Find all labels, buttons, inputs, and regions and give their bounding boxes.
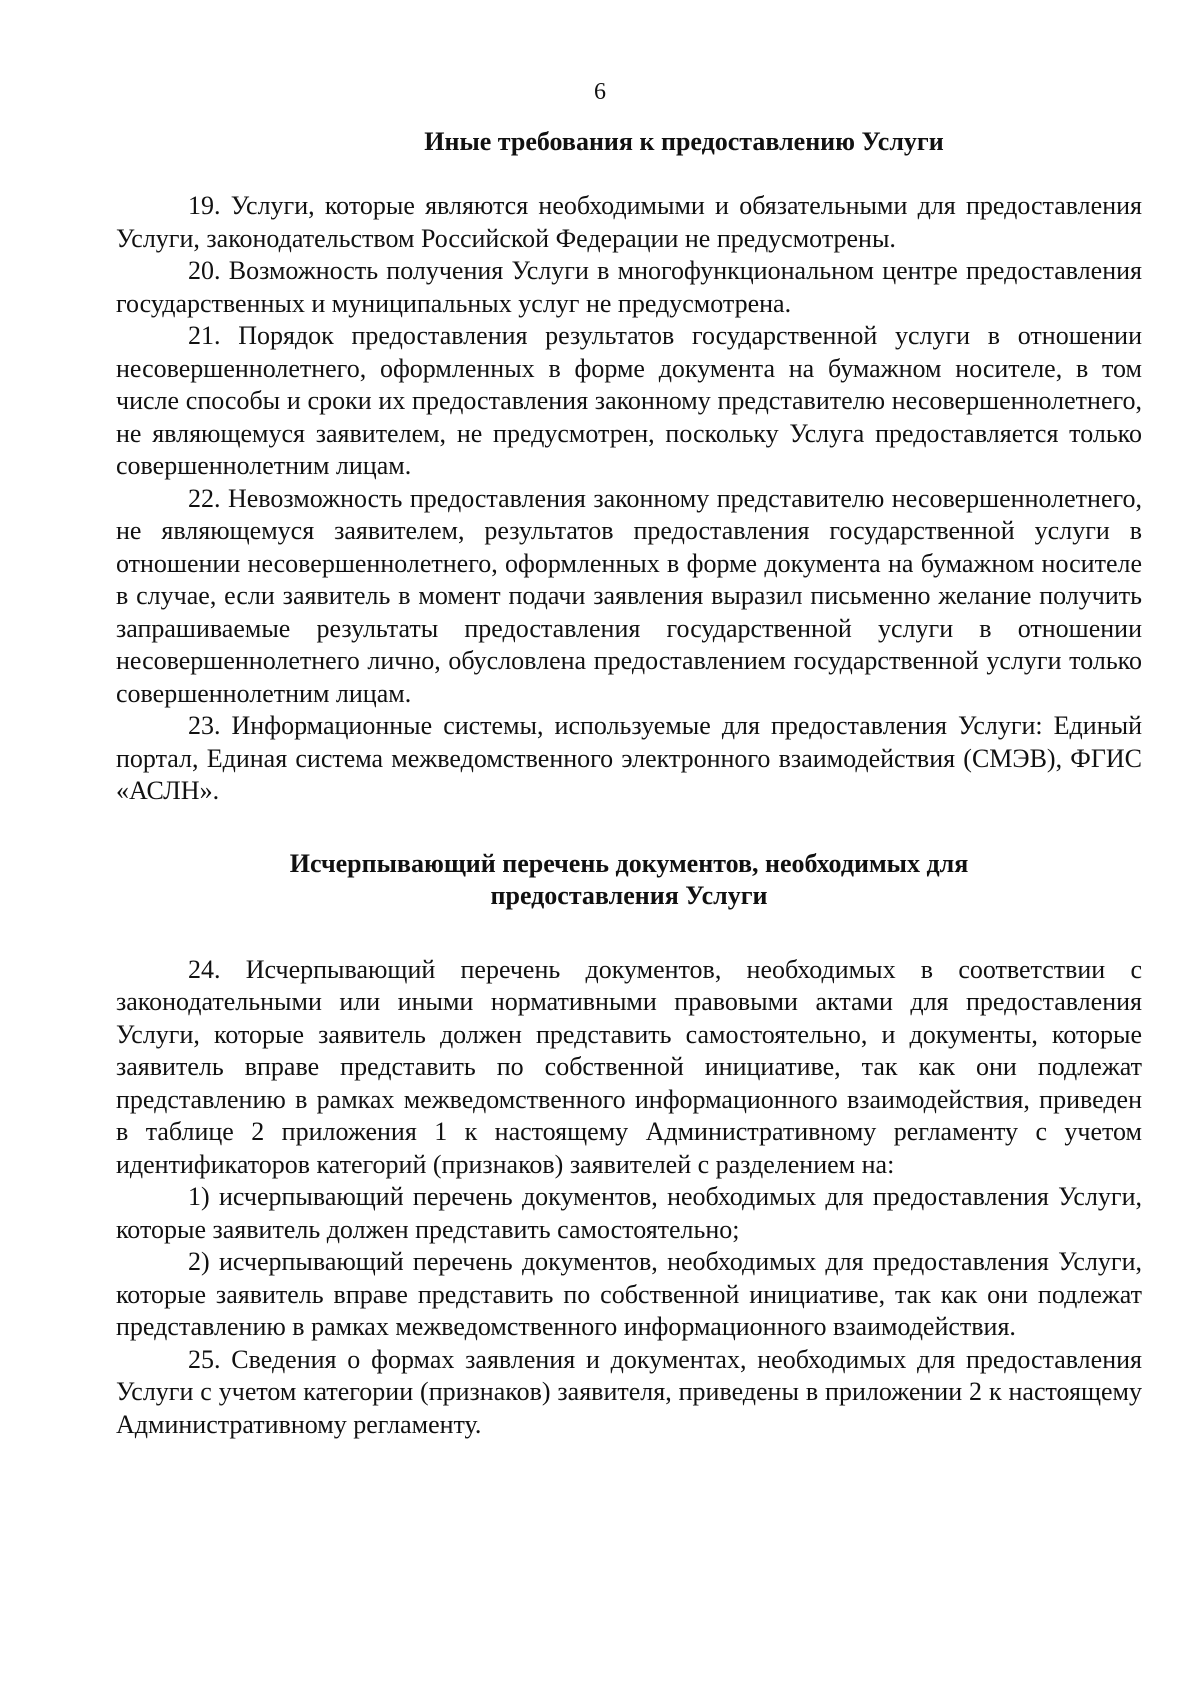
page-content (116, 126, 1142, 1441)
page-number: 6 (594, 79, 606, 105)
section-heading-documents-list (116, 848, 1142, 912)
paragraph-22: 22. Невозможность предоставления законному представителю несовершеннолетнего, не являющемуся заявителем, результатов предоставления государственной услуги в отношении несовершеннолетнего, оформленных в форме документа на бумажном носителе в случае, если заявитель в момент подачи заявления выразил письменно желание получить запрашиваемые результаты предоставления государственной услуги в отношении несовершеннолетнего лично, обусловлена предоставлением государственной услуги только совершеннолетним лицам. (116, 483, 1142, 708)
section-heading-other-requirements: Иные требования к предоставлению Услуги (424, 127, 944, 156)
paragraph-23: 23. Информационные системы, используемые для предоставления Услуги: Единый портал, Единая система межведомственного электронного взаимодействия (СМЭВ), ФГИС «АСЛН». (116, 711, 1142, 805)
list-item-2: 2) исчерпывающий перечень документов, необходимых для предоставления Услуги, которые заявитель вправе представить по собственной инициативе, так как они подлежат представлению в рамках межведомственного информационного взаимодействия. (116, 1247, 1142, 1341)
paragraph-20: 20. Возможность получения Услуги в многофункциональном центре предоставления государственных и муниципальных услуг не предусмотрена. (116, 256, 1142, 318)
section-heading-line-1: Исчерпывающий перечень документов, необходимых для (289, 848, 969, 878)
paragraph-25: 25. Сведения о формах заявления и документах, необходимых для предоставления Услуги с учетом категории (признаков) заявителя, приведены в приложении 2 к настоящему Административному регламенту. (116, 1344, 1142, 1439)
paragraph-19: 19. Услуги, которые являются необходимыми и обязательными для предоставления Услуги, законодательством Российской Федерации не предусмотрены. (116, 191, 1142, 253)
section-heading-line-2: предоставления Услуги (490, 880, 768, 910)
paragraph-21: 21. Порядок предоставления результатов государственной услуги в отношении несовершеннолетнего, оформленных в форме документа на бумажном носителе, в том числе способы и сроки их предоставления законному представителю несовершеннолетнего, не являющемуся заявителем, не предусмотрен, поскольку Услуга предоставляется только совершеннолетним лицам. (116, 321, 1142, 480)
paragraph-24: 24. Исчерпывающий перечень документов, необходимых в соответствии с законодательными или иными нормативными правовыми актами для предоставления Услуги, которые заявитель должен представить самостоятельно, и документы, которые заявитель вправе представить по собственной инициативе, так как они подлежат представлению в рамках межведомственного информационного взаимодействия, приведен в таблице 2 приложения 1 к настоящему Административному регламенту с учетом идентификаторов категорий (признаков) заявителей с разделением на: (116, 954, 1142, 1179)
list-item-1: 1) исчерпывающий перечень документов, необходимых для предоставления Услуги, которые заявитель должен представить самостоятельно; (116, 1182, 1142, 1244)
